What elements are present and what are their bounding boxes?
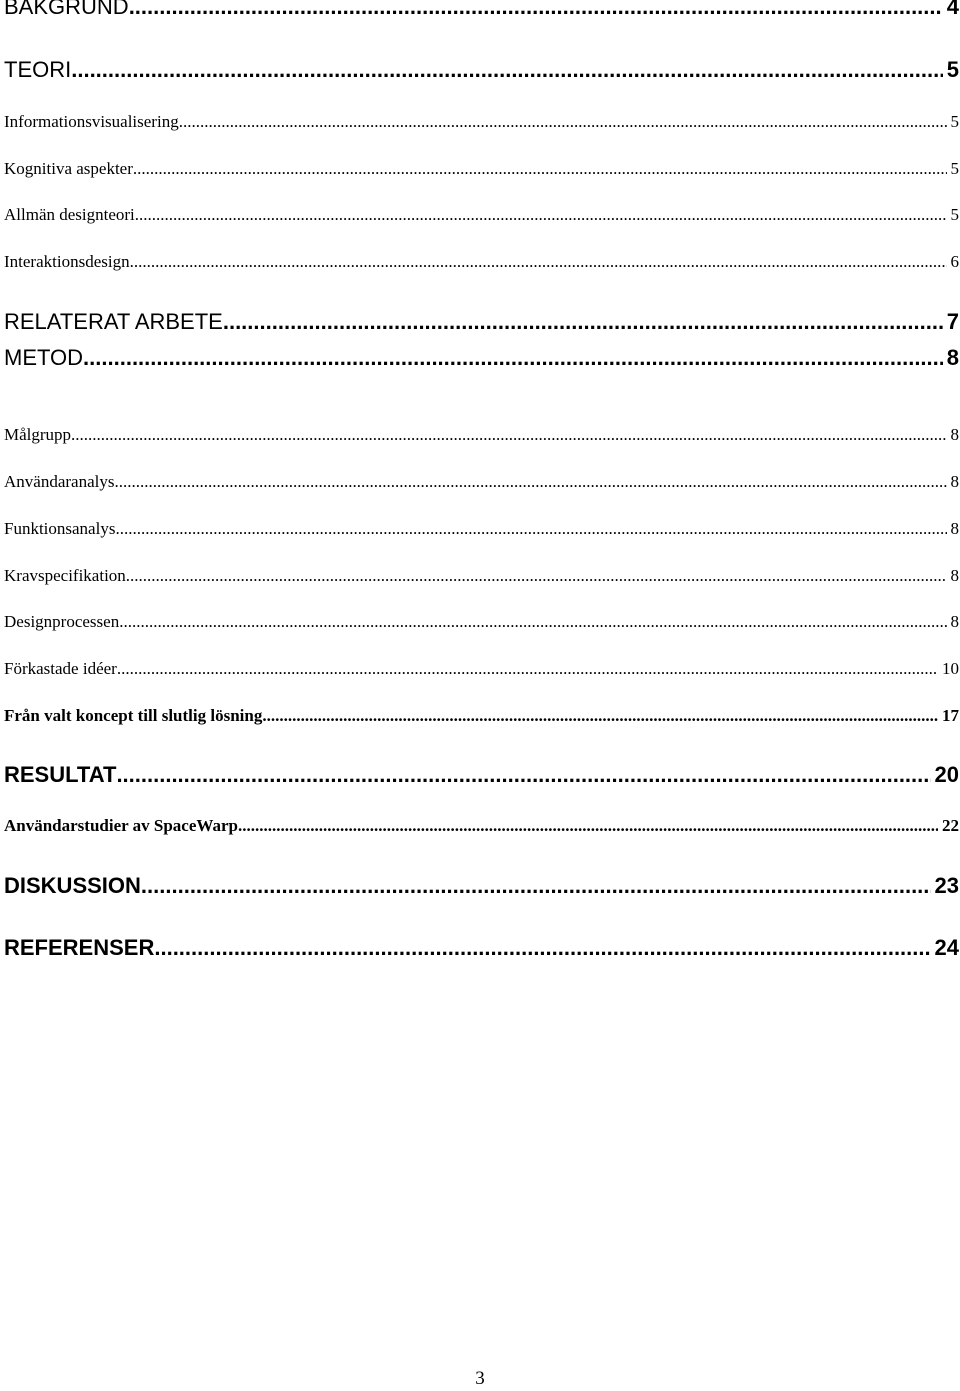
toc-entry-malgrupp[interactable] (4, 425, 959, 445)
toc-entry-label: Kravspecifikation (4, 566, 126, 585)
toc-entry-label: RESULTAT (4, 762, 117, 787)
toc-entry-page: 20 (934, 762, 959, 787)
toc-entry-label: Användaranalys (4, 472, 115, 491)
toc-entry-page: 4 (946, 0, 959, 19)
toc-entry-forkastade-ideer[interactable] (4, 659, 959, 679)
dot-leader (115, 519, 946, 539)
dot-leader (262, 706, 938, 726)
toc-entry-label: BAKGRUND (4, 0, 129, 19)
toc-entry-anvandarstudier[interactable] (4, 816, 959, 836)
dot-leader (129, 0, 943, 20)
toc-entry-informationsvisualisering[interactable] (4, 112, 959, 132)
toc-entry-label: Förkastade idéer (4, 659, 117, 678)
dot-leader (119, 612, 946, 632)
toc-entry-anvandaranalys[interactable] (4, 472, 959, 492)
toc-entry-page: 5 (950, 112, 959, 131)
dot-leader (83, 345, 943, 371)
toc-entry-diskussion[interactable] (4, 873, 959, 899)
toc-entry-page: 8 (946, 345, 959, 370)
toc-entry-label: Interaktionsdesign (4, 252, 130, 271)
toc-entry-page: 5 (946, 57, 959, 82)
toc-entry-page: 8 (950, 519, 959, 538)
toc-entry-interaktionsdesign[interactable] (4, 252, 959, 272)
toc-entry-label: Funktionsanalys (4, 519, 116, 538)
toc-entry-label: RELATERAT ARBETE (4, 309, 223, 334)
toc-entry-page: 5 (950, 159, 959, 178)
dot-leader (223, 309, 943, 335)
toc-entry-page: 22 (942, 816, 959, 835)
toc-entry-fran-valt-koncept[interactable] (4, 706, 959, 726)
toc-entry-allman-designteori[interactable] (4, 205, 959, 225)
dot-leader (135, 205, 947, 225)
dot-leader (238, 816, 938, 836)
toc-entry-page: 7 (946, 309, 959, 334)
toc-entry-label: Informationsvisualisering (4, 112, 179, 131)
toc-entry-label: Designprocessen (4, 612, 120, 631)
toc-entry-page: 8 (950, 472, 959, 491)
toc-entry-label: Målgrupp (4, 425, 72, 444)
toc-entry-page: 10 (942, 659, 959, 678)
toc-entry-page: 5 (950, 205, 959, 224)
toc-entry-referenser[interactable] (4, 935, 959, 961)
toc-entry-label: REFERENSER (4, 935, 155, 960)
toc-entry-resultat[interactable] (4, 762, 959, 788)
toc-entry-label: Användarstudier av SpaceWarp (4, 816, 238, 835)
toc-entry-page: 8 (950, 612, 959, 631)
toc-entry-label: TEORI (4, 57, 72, 82)
toc-entry-page: 24 (934, 935, 959, 960)
toc-entry-page: 23 (934, 873, 959, 898)
dot-leader (154, 935, 930, 961)
page-number: 3 (475, 1368, 485, 1389)
toc-entry-teori[interactable] (4, 57, 959, 83)
toc-entry-page: 17 (942, 706, 959, 725)
toc-entry-label: DISKUSSION (4, 873, 141, 898)
dot-leader (179, 112, 947, 132)
dot-leader (116, 762, 930, 788)
dot-leader (71, 425, 946, 445)
toc-entry-page: 6 (950, 252, 959, 271)
toc-entry-page: 8 (950, 566, 959, 585)
toc-entry-designprocessen[interactable] (4, 612, 959, 632)
toc-entry-bakgrund[interactable] (4, 0, 959, 20)
toc-entry-page: 8 (950, 425, 959, 444)
dot-leader (130, 252, 947, 272)
toc-entry-metod[interactable] (4, 345, 959, 371)
dot-leader (141, 873, 931, 899)
dot-leader (126, 566, 947, 586)
dot-leader (133, 159, 947, 179)
toc-entry-label: METOD (4, 345, 84, 370)
dot-leader (114, 472, 946, 492)
dot-leader (71, 57, 943, 83)
dot-leader (117, 659, 938, 679)
toc-entry-label: Från valt koncept till slutlig lösning (4, 706, 263, 725)
toc-entry-label: Kognitiva aspekter (4, 159, 133, 178)
toc-entry-label: Allmän designteori (4, 205, 135, 224)
toc-entry-relaterat-arbete[interactable] (4, 309, 959, 335)
toc-entry-kravspecifikation[interactable] (4, 566, 959, 586)
toc-entry-funktionsanalys[interactable] (4, 519, 959, 539)
toc-entry-kognitiva-aspekter[interactable] (4, 159, 959, 179)
